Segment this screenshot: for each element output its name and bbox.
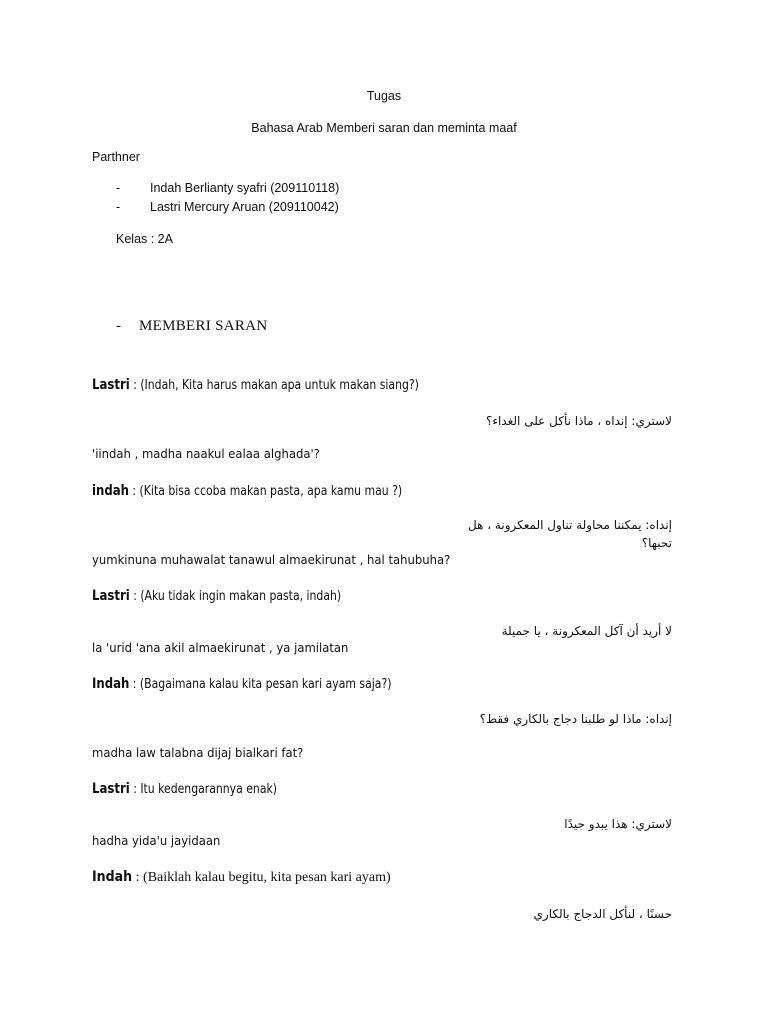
partner-1-dash: - [116,181,121,195]
speaker-separator: : [129,589,141,604]
arabic-text-3: لا أريد أن آكل المعكرونة ، يا جميلة [501,624,672,638]
indonesian-text: (Aku tidak ingin makan pasta, indah) [140,589,342,604]
speaker-name: Lastri [92,588,130,604]
indonesian-text: Itu kedengarannya enak) [140,782,278,797]
arabic-text-1: لاستري: إنداه ، ماذا نأكل على الغداء؟ [485,414,672,428]
transliteration-4: madha law talabna dijaj bialkari fat? [92,745,304,760]
section-dash: - [116,318,121,334]
transliteration-3: la 'urid 'ana akil almaekirunat , ya jamilatan [92,640,349,655]
indonesian-text: (Baiklah kalau begitu, kita pesan kari ayam) [143,870,391,885]
transliteration-5: hadha yida'u jayidaan [92,833,221,848]
partner-2-name: Lastri Mercury Aruan (209110042) [150,200,339,214]
speaker-separator: : [128,484,140,499]
partner-1-name: Indah Berlianty syafri (209110118) [150,181,340,195]
speaker-separator: : [132,870,144,885]
arabic-text-6: حسنًا ، لنأكل الدجاج بالكاري [533,907,672,921]
document-title: Tugas [366,89,402,103]
kelas-label: Kelas : 2A [116,232,173,246]
indonesian-text: (Bagaimana kalau kita pesan kari ayam saja?) [139,677,392,692]
speaker-name: Lastri [92,781,130,797]
transliteration-2: yumkinuna muhawalat tanawul almaekirunat , hal tahubuha? [92,552,451,567]
speaker-name: Lastri [92,377,130,393]
speaker-separator: : [129,677,140,692]
partner-label: Parthner [92,150,140,164]
section-heading: MEMBERI SARAN [139,318,268,334]
dialog-line-5 [92,781,277,797]
dialog-line-3 [92,588,341,604]
speaker-name: Indah [92,676,130,692]
indonesian-text: (Kita bisa ccoba makan pasta, apa kamu mau ?) [139,484,403,499]
partner-2-dash: - [116,200,121,214]
document-subtitle: Bahasa Arab Memberi saran dan meminta maaf [251,121,517,135]
speaker-separator: : [129,782,141,797]
speaker-name: Indah [92,869,133,885]
dialog-line-2 [92,483,402,499]
arabic-text-5: لاستري: هذا يبدو جيدًا [564,817,672,831]
arabic-text-2: إنداه: يمكننا محاولة تناول المعكرونة ، هل تحبها؟ [468,518,672,550]
speaker-separator: : [129,378,141,393]
speaker-name: indah [92,483,129,499]
transliteration-1: 'iindah , madha naakul ealaa alghada'? [92,446,320,461]
dialog-line-4 [92,676,391,692]
indonesian-text: (Indah, Kita harus makan apa untuk makan siang?) [140,378,419,393]
arabic-text-4: إنداه: ماذا لو طلبنا دجاج بالكاري فقط؟ [479,712,672,726]
dialog-line-1 [92,377,419,393]
dialog-line-6 [92,869,391,886]
